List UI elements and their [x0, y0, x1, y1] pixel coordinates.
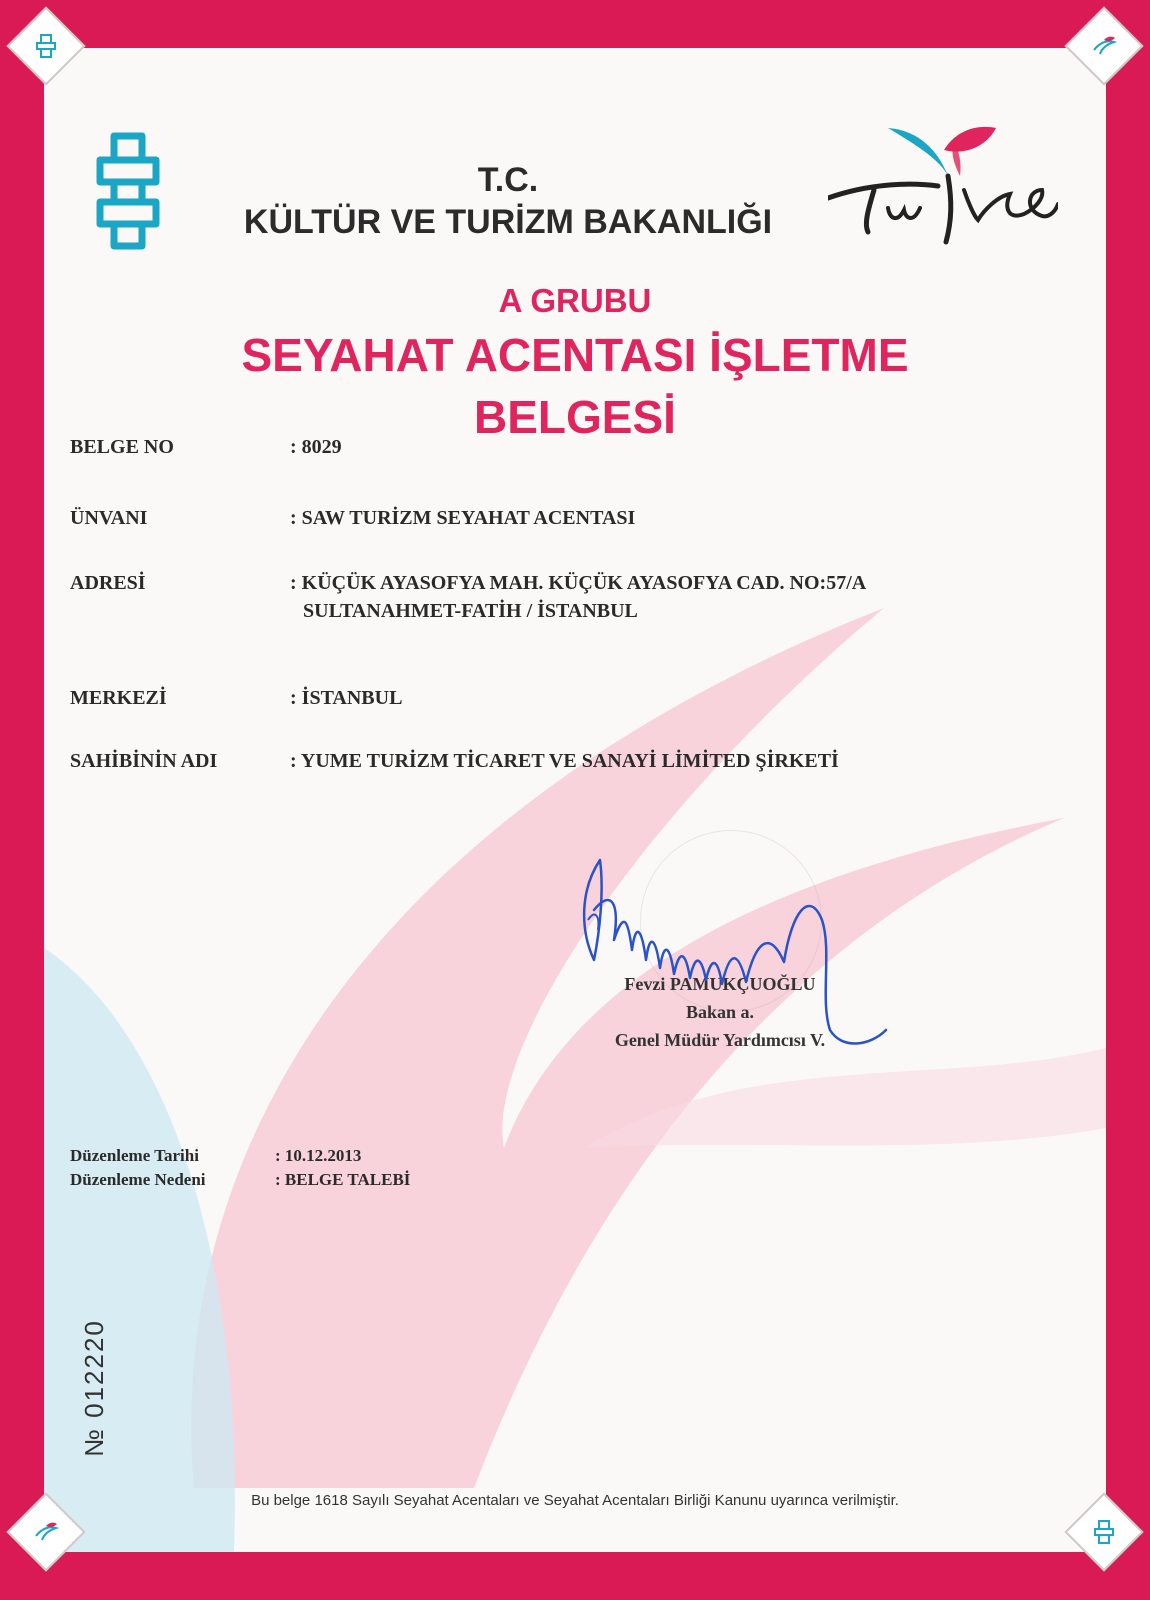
field-value: : 8029: [290, 436, 342, 458]
field-value: : SAW TURİZM SEYAHAT ACENTASI: [290, 507, 636, 529]
signature: [570, 850, 900, 1060]
field-label: MERKEZİ: [70, 687, 167, 709]
field-label: BELGE NO: [70, 436, 174, 458]
group-title: A GRUBU: [498, 282, 652, 319]
serial-number: № 012220: [79, 1319, 109, 1457]
field-value: : İSTANBUL: [290, 687, 403, 709]
signatory-position: Genel Müdür Yardımcısı V.: [614, 1030, 826, 1050]
ministry-heading: [198, 160, 818, 244]
field-label: ADRESİ: [70, 572, 146, 594]
tulip-logo-icon: [1090, 32, 1118, 60]
footer-note: Bu belge 1618 Sayılı Seyahat Acentaları ve Seyahat Acentaları Birliği Kanunu uyarınca verilmiştir.: [251, 1492, 899, 1509]
document-title-line2: BELGESİ: [474, 391, 676, 443]
tulip-logo-icon: [32, 1518, 60, 1546]
signatory-name: Fevzi PAMUKÇUOĞLU: [624, 974, 816, 994]
issue-date-value: : 10.12.2013: [275, 1146, 362, 1165]
signatory-title: Bakan a.: [685, 1002, 755, 1022]
field-value-line2: SULTANAHMET-FATİH / İSTANBUL: [303, 600, 638, 622]
ministry-name: KÜLTÜR VE TURİZM BAKANLIĞI: [243, 203, 773, 241]
issue-date-label: Düzenleme Tarihi: [70, 1146, 199, 1165]
knot-emblem-icon: [92, 130, 164, 252]
knot-emblem-icon: [32, 32, 60, 60]
document-title: SEYAHAT ACENTASI İŞLETME: [241, 329, 909, 381]
knot-emblem-icon: [1090, 1518, 1118, 1546]
turkiye-logo: [828, 120, 1058, 250]
field-value: : YUME TURİZM TİCARET VE SANAYİ LİMİTED ŞİRKETİ: [290, 750, 839, 772]
field-label: SAHİBİNİN ADI: [70, 750, 218, 772]
field-value: : KÜÇÜK AYASOFYA MAH. KÜÇÜK AYASOFYA CAD. NO:57/A: [290, 572, 867, 594]
certificate-paper: [44, 48, 1106, 1552]
issue-reason-label: Düzenleme Nedeni: [70, 1170, 206, 1189]
tc-label: T.C.: [477, 161, 539, 199]
field-label: ÜNVANI: [70, 507, 148, 529]
issue-reason-value: : BELGE TALEBİ: [275, 1170, 411, 1189]
tulip-watermark: [44, 48, 1106, 1552]
